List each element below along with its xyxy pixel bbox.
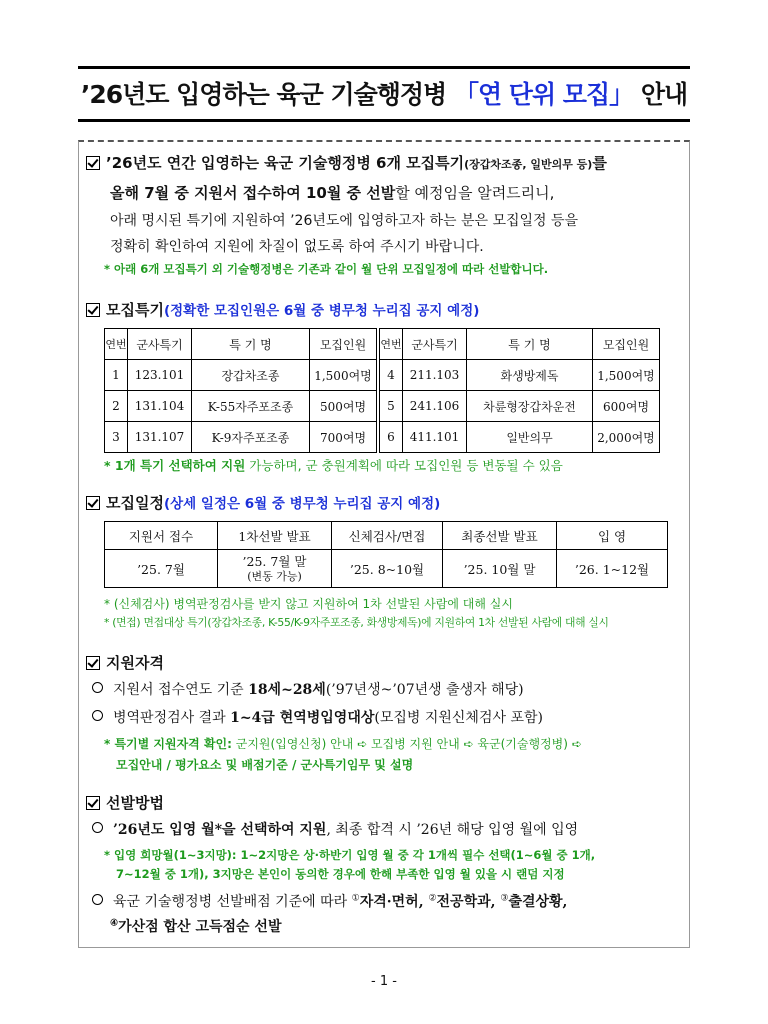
table-cell: 600여명	[593, 391, 660, 422]
table-cell: 131.104	[128, 391, 192, 422]
table-header: 특 기 명	[192, 329, 310, 360]
bullet-circle-icon	[92, 894, 103, 905]
selection-item-1: ’26년도 입영 월*을 선택하여 지원, 최종 합격 시 ’26년 해당 입영 월에 입영	[92, 819, 578, 839]
title-suffix: 안내	[640, 80, 688, 109]
checkbox-icon	[86, 796, 100, 810]
table-cell: 4	[378, 360, 403, 391]
table-header: 지원서 접수	[105, 522, 218, 550]
table-cell: ’25. 7월	[105, 550, 218, 588]
schedule-table	[104, 521, 668, 588]
table-header-row	[105, 329, 660, 360]
table-header: 모집인원	[310, 329, 379, 360]
table-row	[105, 550, 668, 588]
table-cell: 411.101	[403, 422, 467, 453]
selection-note-2: 7~12월 중 1개), 3지망은 본인이 동의한 경우에 한해 부족한 입영 월 있을 시 랜덤 지정	[116, 867, 565, 881]
checkbox-icon	[86, 156, 100, 170]
table-row	[105, 391, 660, 422]
eligibility-item-1: 지원서 접수연도 기준 18세~28세(’97년생~’07년생 출생자 해당)	[92, 679, 524, 699]
specialties-table	[104, 328, 660, 453]
selection-item-2-cont: ④가산점 합산 고득점순 선발	[110, 918, 282, 935]
checkbox-icon	[86, 656, 100, 670]
table-cell: 123.101	[128, 360, 192, 391]
title-box	[78, 66, 690, 122]
bullet-circle-icon	[92, 822, 103, 833]
page-title	[78, 75, 690, 111]
bullet-circle-icon	[92, 710, 103, 721]
title-text: ’26년도 입영하는 육군 기술행정병	[80, 80, 447, 109]
specialties-note: * 1개 특기 선택하여 지원 가능하며, 군 충원계획에 따라 모집인원 등 변동될 수 있음	[104, 458, 563, 473]
table-cell: ’26. 1~12월	[557, 550, 668, 588]
intro-line-1: ’26년도 연간 입영하는 육군 기술행정병 6개 모집특기(장갑차조종, 일반의무 등)를	[86, 152, 607, 173]
table-header: 군사특기	[403, 329, 467, 360]
table-cell: 1	[105, 360, 128, 391]
table-cell: 500여명	[310, 391, 379, 422]
table-cell: 5	[378, 391, 403, 422]
bullet-circle-icon	[92, 682, 103, 693]
table-header: 연번	[378, 329, 403, 360]
table-cell: K-9자주포조종	[192, 422, 310, 453]
table-header: 모집인원	[593, 329, 660, 360]
intro-small: (장갑차조종, 일반의무 등)	[464, 158, 593, 171]
table-cell: 1,500여명	[310, 360, 379, 391]
table-cell: 일반의무	[467, 422, 593, 453]
checkbox-icon	[86, 303, 100, 317]
eligibility-note-1: * 특기별 지원자격 확인: 군지원(입영신청) 안내 ➪ 모집병 지원 안내 ➪ 육군(기술행정병) ➪	[104, 737, 582, 751]
checkbox-icon	[86, 496, 100, 510]
table-cell: 211.103	[403, 360, 467, 391]
table-header: 신체검사/면접	[332, 522, 443, 550]
table-header: 입 영	[557, 522, 668, 550]
table-cell: 6	[378, 422, 403, 453]
table-cell: ’25. 8~10월	[332, 550, 443, 588]
table-header: 최종선발 발표	[443, 522, 557, 550]
intro-note: * 아래 6개 모집특기 외 기술행정병은 기존과 같이 월 단위 모집일정에 따라 선발합니다.	[104, 262, 549, 276]
table-cell: 3	[105, 422, 128, 453]
table-cell: 차륜형장갑차운전	[467, 391, 593, 422]
cell-main: ’25. 7월 말	[242, 553, 307, 569]
table-row	[105, 360, 660, 391]
table-header: 특 기 명	[467, 329, 593, 360]
table-cell: 1,500여명	[593, 360, 660, 391]
table-header-row	[105, 522, 668, 550]
table-header: 1차선발 발표	[218, 522, 332, 550]
schedule-note-2: * (면접) 면접대상 특기(장갑차조종, K-55/K-9자주포조종, 화생방제독)에 지원하여 1차 선발된 사람에 대해 실시	[104, 616, 609, 629]
table-row	[105, 422, 660, 453]
table-header: 군사특기	[128, 329, 192, 360]
cell-sub: (변동 가능)	[247, 569, 302, 583]
table-cell: ’25. 10월 말	[443, 550, 557, 588]
selection-note-1: * 입영 희망월(1~3지망): 1~2지망은 상·하반기 입영 월 중 각 1개씩 필수 선택(1~6월 중 1개,	[104, 848, 596, 862]
table-header: 연번	[105, 329, 128, 360]
intro-line-4: 정확히 확인하여 지원에 차질이 없도록 하여 주시기 바랍니다.	[110, 239, 484, 255]
selection-heading: 선발방법	[86, 792, 164, 813]
schedule-heading: 모집일정(상세 일정은 6월 중 병무청 누리집 공지 예정)	[86, 492, 440, 513]
eligibility-note-2: 모집안내 / 평가요소 및 배점기준 / 군사특기임무 및 설명	[116, 758, 414, 772]
table-cell: K-55자주포조종	[192, 391, 310, 422]
table-cell: 2,000여명	[593, 422, 660, 453]
table-cell: 241.106	[403, 391, 467, 422]
eligibility-item-2: 병역판정검사 결과 1~4급 현역병입영대상(모집병 지원신체검사 포함)	[92, 707, 543, 727]
page-number: - 1 -	[371, 974, 397, 989]
table-cell: 장갑차조종	[192, 360, 310, 391]
table-cell: 700여명	[310, 422, 379, 453]
table-cell	[218, 550, 332, 588]
selection-item-2: 육군 기술행정병 선발배점 기준에 따라 ①자격·면허, ②전공학과, ③출결상황,	[92, 891, 567, 911]
table-cell: 2	[105, 391, 128, 422]
specialties-heading: 모집특기(정확한 모집인원은 6월 중 병무청 누리집 공지 예정)	[86, 299, 479, 320]
title-highlight: 「연 단위 모집」	[453, 80, 634, 109]
eligibility-heading: 지원자격	[86, 652, 164, 673]
schedule-note-1: * (신체검사) 병역판정검사를 받지 않고 지원하여 1차 선발된 사람에 대해 실시	[104, 597, 513, 611]
intro-line-2: 올해 7월 중 지원서 접수하여 10월 중 선발할 예정임을 알려드리니,	[110, 184, 555, 202]
table-cell: 화생방제독	[467, 360, 593, 391]
intro-line-3: 아래 명시된 특기에 지원하여 ’26년도에 입영하고자 하는 분은 모집일정 등을	[110, 213, 579, 229]
table-cell: 131.107	[128, 422, 192, 453]
